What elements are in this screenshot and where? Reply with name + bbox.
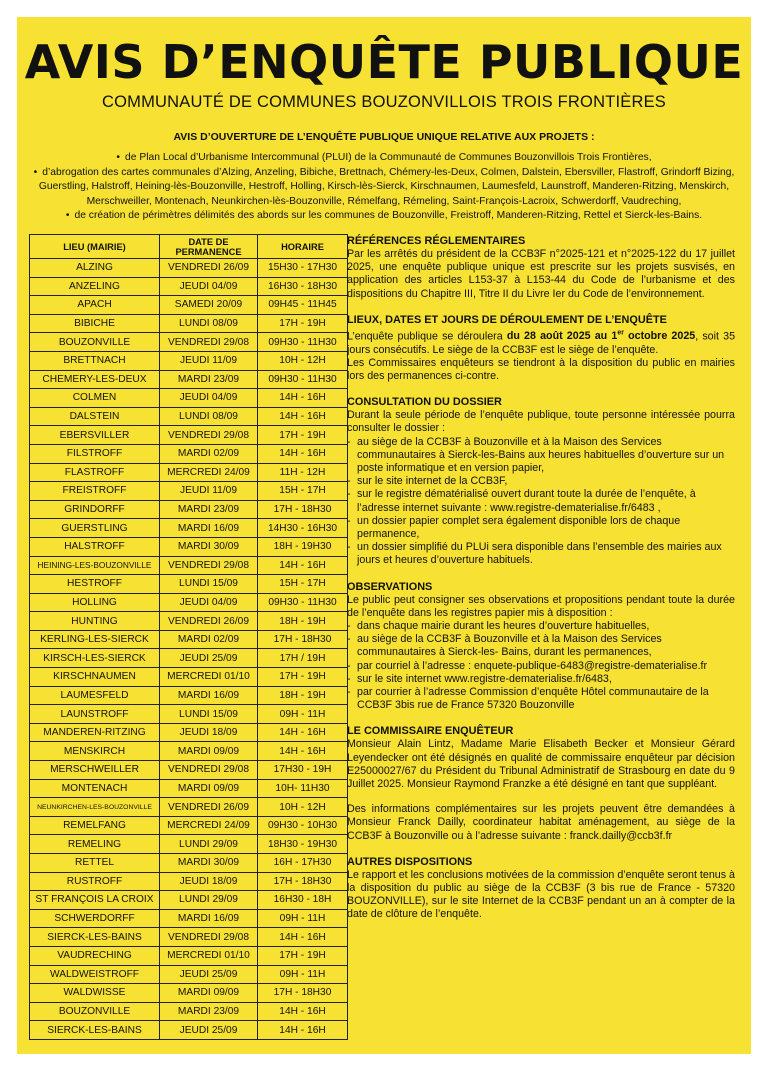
cell-lieu: MERSCHWEILLER [30,761,160,780]
cell-date: MARDI 02/09 [160,630,258,649]
cell-lieu: RETTEL [30,854,160,873]
cell-lieu: BOUZONVILLE [30,333,160,352]
table-row [30,500,348,519]
cell-horaire: 10H - 12H [258,798,348,817]
cell-lieu: BRETTNACH [30,351,160,370]
cell-lieu: HESTROFF [30,575,160,594]
cell-horaire: 09H45 - 11H45 [258,296,348,315]
list-item [347,633,735,659]
table-row [30,835,348,854]
observations-list [347,620,735,712]
text-fragment: du 28 août 2025 au 1 [506,330,618,343]
list-text: sur le site internet www.registre-dematerialise.fr/6483, [357,672,612,685]
section-heading: LE COMMISSAIRE ENQUÊTEUR [347,725,514,738]
text-fragment: octobre 2025 [623,330,696,343]
table-row [30,742,348,761]
cell-lieu: COLMEN [30,389,160,408]
table-row [30,612,348,631]
cell-date: JEUDI 04/09 [160,277,258,296]
dash-icon: - [347,686,351,699]
cell-lieu: LAUMESFELD [30,686,160,705]
section-text: Le public peut consigner ses observations et propositions pendant toute la durée de l’enquête dans les registres papier mis à disposition : [347,593,735,619]
project-item [25,151,743,166]
cell-date: MARDI 02/09 [160,444,258,463]
cell-date: MARDI 09/09 [160,984,258,1003]
project-text: d’abrogation des cartes communales d’Alzing, Anzeling, Bibiche, Brettnach, Chémery-les-Deux, Colmen, Dalstein, Ebersviller, Flastroff, Grindorff Bizing, Guerstling, Halstroff, Heining-lès-Bouzonville, Hestroff, Holling, Kirsch-lès-Sierck, Kirschnaumen, Laumesfeld, Launstroff, Manderen-Ritzing, Menskirch, Merschweiller, Montenach, Neunkirchen-lès-Bouzonville, Rémelfang, Rémeling, Saint-François-Lacroix, Schwerdorff, Vaudreching, [38,166,735,207]
section-text: Durant la seule période de l’enquête publique, toute personne intéressée pourra consulter le dossier : [347,409,735,435]
dates-bold [507,330,695,342]
cell-horaire: 17H - 19H [258,668,348,687]
cell-lieu: SIERCK-LES-BAINS [30,1021,160,1040]
list-text: sur le site internet de la CCB3F, [357,475,508,488]
header-date-text: DATE DE PERMANENCE [175,236,242,257]
cell-date: MERCREDI 01/10 [160,946,258,965]
cell-horaire: 17H / 19H [258,649,348,668]
section-text: Le rapport et les conclusions motivées de la commission d’enquête seront tenus à la disposition du public au siège de la CCB3F (3 bis rue de France - 57320 BOUZONVILLE), sur le site Internet de la CCB3F pendant un an à compter de la date de clôture de l’enquête. [347,868,735,921]
table-row [30,370,348,389]
table-row [30,723,348,742]
cell-date: JEUDI 18/09 [160,723,258,742]
cell-horaire: 17H - 19H [258,314,348,333]
dash-icon: - [347,488,351,501]
cell-date: MARDI 16/09 [160,909,258,928]
table-row [30,296,348,315]
dash-icon: - [347,659,351,672]
cell-lieu: VAUDRECHING [30,946,160,965]
cell-lieu: ANZELING [30,277,160,296]
cell-date: JEUDI 18/09 [160,872,258,891]
text-fragment: L’enquête publique se déroulera [347,330,507,343]
list-text: un dossier papier complet sera également disponible lors de chaque permanence, [357,514,681,541]
page-subtitle: COMMUNAUTÉ DE COMMUNES BOUZONVILLOIS TROIS FRONTIÈRES [101,93,666,111]
table-row [30,891,348,910]
section-consultation [347,395,735,567]
cell-lieu: FREISTROFF [30,482,160,501]
dash-icon: - [347,620,351,633]
cell-date: MERCREDI 01/10 [160,668,258,687]
list-text: dans chaque mairie durant les heures d’ouverture habituelles, [357,620,650,633]
list-item [347,620,735,633]
section-references [347,234,735,301]
cell-lieu: LAUNSTROFF [30,705,160,724]
section-heading: LIEUX, DATES ET JOURS DE DÉROULEMENT DE L’ENQUÊTE [347,313,667,326]
table-row [30,705,348,724]
project-text: de création de périmètres délimités des abords sur les communes de Bouzonville, Freistroff, Manderen-Ritzing, Rettel et Sierck-les-Bains. [74,210,703,222]
cell-date: MERCREDI 24/09 [160,816,258,835]
table-row [30,351,348,370]
cell-date: JEUDI 11/09 [160,351,258,370]
section-heading: OBSERVATIONS [347,580,433,593]
cell-date: MARDI 23/09 [160,500,258,519]
table-row [30,668,348,687]
consultation-list [347,436,735,568]
cell-date: JEUDI 25/09 [160,649,258,668]
cell-date: MARDI 30/09 [160,537,258,556]
cell-date: JEUDI 04/09 [160,389,258,408]
cell-lieu: ALZING [30,259,160,278]
cell-horaire: 14H - 16H [258,407,348,426]
table-row [30,965,348,984]
cell-lieu: REMELING [30,835,160,854]
table-row [30,946,348,965]
cell-horaire: 14H - 16H [258,1021,348,1040]
cell-horaire: 09H - 11H [258,705,348,724]
page-title: AVIS D’ENQUÊTE PUBLIQUE [24,35,744,89]
section-text: Les Commissaires enquêteurs se tiendront à la disposition du public en mairies lors des permanences ci-contre. [347,356,735,382]
cell-date: LUNDI 29/09 [160,835,258,854]
cell-lieu: BOUZONVILLE [30,1002,160,1021]
cell-date: VENDREDI 26/09 [160,612,258,631]
cell-lieu: FILSTROFF [30,444,160,463]
cell-date: LUNDI 29/09 [160,891,258,910]
cell-horaire: 09H - 11H [258,965,348,984]
cell-date: LUNDI 15/09 [160,575,258,594]
table-row [30,984,348,1003]
cell-date: MARDI 09/09 [160,742,258,761]
cell-horaire: 14H - 16H [258,723,348,742]
dash-icon: - [347,435,351,448]
cell-horaire: 09H - 11H [258,909,348,928]
cell-date: LUNDI 15/09 [160,705,258,724]
cell-lieu: EBERSVILLER [30,426,160,445]
cell-lieu: HEINING-LES-BOUZONVILLE [30,556,160,575]
table-row [30,872,348,891]
table-row [30,761,348,780]
section-lieux [347,313,735,383]
cell-horaire: 17H - 18H30 [258,500,348,519]
cell-horaire: 16H30 - 18H [258,891,348,910]
list-item [347,541,735,567]
cell-horaire: 14H - 16H [258,928,348,947]
section-text: Monsieur Alain Lintz, Madame Marie Elisabeth Becker et Monsieur Gérard Leyendecker ont été désignés en qualité de commissaire enquêteur par décision E25000027/67 du Président du Tribunal Administratif de Strasbourg en date du 9 Juillet 2025. Monsieur Raymond Franzke a été désigné en tant que suppléant. [347,738,735,791]
list-text: un dossier simplifié du PLUi sera disponible dans l’ensemble des mairies aux jours et heures d’ouverture habituels. [357,541,722,567]
cell-lieu: MENSKIRCH [30,742,160,761]
cell-lieu: WALDWEISTROFF [30,965,160,984]
cell-date: MARDI 09/09 [160,779,258,798]
cell-horaire: 14H - 16H [258,1002,348,1021]
table-body [30,259,348,1040]
cell-date: LUNDI 08/09 [160,314,258,333]
cell-date: VENDREDI 29/08 [160,426,258,445]
cell-horaire: 18H - 19H [258,612,348,631]
cell-lieu: DALSTEIN [30,407,160,426]
cell-horaire: 14H - 16H [258,742,348,761]
cell-horaire: 10H - 12H [258,351,348,370]
table-row [30,537,348,556]
table-row [30,314,348,333]
list-text: au siège de la CCB3F à Bouzonville et à la Maison des Services communautaires à Sierck-les-Bains aux heures habituelles d’ouverture sur un poste informatique et en version papier, [357,435,725,474]
dash-icon: - [347,475,351,488]
header-horaire: HORAIRE [258,235,348,259]
cell-horaire: 10H- 11H30 [258,779,348,798]
cell-horaire: 18H30 - 19H30 [258,835,348,854]
cell-date: MARDI 23/09 [160,370,258,389]
cell-horaire: 14H30 - 16H30 [258,519,348,538]
dash-icon: - [347,514,351,527]
dash-icon: - [347,633,351,646]
section-text: Par les arrêtés du président de la CCB3F n°2025-121 et n°2025-122 du 17 juillet 2025, une enquête publique unique est prescrite sur les projets susvisés, en application des articles L153-37 à L153-44 du Code de l’urbanisme et des dispositions du Chapitre III, Titre II du Livre Ier du Code de l’environnement. [347,248,735,300]
cell-date: JEUDI 25/09 [160,1021,258,1040]
cell-lieu: RUSTROFF [30,872,160,891]
cell-date: JEUDI 11/09 [160,482,258,501]
cell-date: JEUDI 25/09 [160,965,258,984]
bullet-icon: • [65,210,70,222]
list-text: par courrier à l’adresse Commission d’enquête Hôtel communautaire de la CCB3F 3bis rue de France 57320 Bouzonville [357,686,709,712]
cell-date: VENDREDI 26/09 [160,259,258,278]
bullet-icon: • [33,166,38,178]
cell-lieu: HOLLING [30,593,160,612]
cell-horaire: 17H - 18H30 [258,630,348,649]
section-text: Des informations complémentaires sur les projets peuvent être demandées à Monsieur Franck Dailly, coordinateur habitat aménagement, au siège de la CCB3F à Bouzonville ou à l’adresse suivante : franck.dailly@ccb3f.fr [347,803,735,842]
table-row [30,426,348,445]
list-item [347,436,735,476]
cell-horaire: 18H - 19H30 [258,537,348,556]
cell-lieu: ST FRANÇOIS LA CROIX [30,891,160,910]
table-row [30,649,348,668]
cell-date: MARDI 30/09 [160,854,258,873]
cell-horaire: 16H30 - 18H30 [258,277,348,296]
avis-heading: AVIS D’OUVERTURE DE L’ENQUÊTE PUBLIQUE UNIQUE RELATIVE AUX PROJETS : [173,131,595,143]
cell-lieu: WALDWISSE [30,984,160,1003]
list-text: par courriel à l’adresse : enquete-publique-6483@registre-dematerialise.fr [357,659,708,672]
info-column [347,234,735,934]
table-row [30,816,348,835]
text-sup: er [617,329,624,337]
poster [17,17,751,1054]
cell-horaire: 09H30 - 11H30 [258,333,348,352]
list-item [347,686,735,712]
table-row [30,1002,348,1021]
cell-horaire: 17H - 18H30 [258,984,348,1003]
permanence-table [29,234,348,1040]
cell-date: SAMEDI 20/09 [160,296,258,315]
cell-date: MERCREDI 24/09 [160,463,258,482]
cell-date: JEUDI 04/09 [160,593,258,612]
dash-icon: - [347,672,351,685]
cell-horaire: 17H30 - 19H [258,761,348,780]
list-item [347,475,735,488]
table-row [30,1021,348,1040]
text-fragment: , soit 35 jours consécutifs. Le siège de la CCB3F est le siège de l’enquête. [347,330,736,356]
cell-horaire: 14H - 16H [258,556,348,575]
section-heading: AUTRES DISPOSITIONS [347,855,473,868]
project-item [25,209,743,224]
project-item [25,166,743,210]
cell-lieu: GRINDORFF [30,500,160,519]
cell-horaire: 17H - 18H30 [258,872,348,891]
section-text [347,327,735,357]
cell-lieu: FLASTROFF [30,463,160,482]
table-row [30,389,348,408]
table-row [30,909,348,928]
cell-date: VENDREDI 29/08 [160,928,258,947]
section-heading: RÉFÉRENCES RÉGLEMENTAIRES [347,235,526,247]
table-row [30,686,348,705]
table-row [30,928,348,947]
cell-lieu: REMELFANG [30,816,160,835]
cell-lieu: MONTENACH [30,779,160,798]
cell-horaire: 15H30 - 17H30 [258,259,348,278]
table-row [30,259,348,278]
list-item [347,488,735,514]
section-commissaire [347,724,735,842]
projects-list [25,151,743,224]
table-row [30,519,348,538]
cell-horaire: 18H - 19H [258,686,348,705]
cell-date: VENDREDI 29/08 [160,761,258,780]
cell-horaire: 15H - 17H [258,575,348,594]
table-row [30,593,348,612]
cell-horaire: 11H - 12H [258,463,348,482]
cell-lieu: MANDEREN-RITZING [30,723,160,742]
cell-lieu: KERLING-LES-SIERCK [30,630,160,649]
cell-date: MARDI 16/09 [160,519,258,538]
cell-date: VENDREDI 29/08 [160,333,258,352]
cell-date: VENDREDI 29/08 [160,556,258,575]
cell-lieu: SCHWERDORFF [30,909,160,928]
cell-horaire: 14H - 16H [258,444,348,463]
cell-lieu: NEUNKIRCHEN-LES-BOUZONVILLE [30,798,160,817]
table-row [30,333,348,352]
table-row [30,482,348,501]
list-item [347,660,735,673]
table-row [30,463,348,482]
cell-lieu: APACH [30,296,160,315]
cell-lieu: SIERCK-LES-BAINS [30,928,160,947]
list-text: sur le registre dématérialisé ouvert durant toute la durée de l’enquête, à l’adresse internet suivante : www.registre-dematerialise.fr/6483 , [357,488,696,514]
cell-lieu: HUNTING [30,612,160,631]
section-autres [347,855,735,922]
list-text: au siège de la CCB3F à Bouzonville et à la Maison des Services communautaires à Sierck-les- Bains, durant les permanences, [357,633,662,659]
bullet-icon: • [116,152,121,163]
table-row [30,277,348,296]
table-row [30,575,348,594]
cell-horaire: 16H - 17H30 [258,854,348,873]
cell-horaire: 09H30 - 10H30 [258,816,348,835]
table-row [30,854,348,873]
list-item [347,515,735,541]
table-row [30,407,348,426]
header-lieu: LIEU (MAIRIE) [30,235,160,259]
cell-lieu: GUERSTLING [30,519,160,538]
cell-date: VENDREDI 26/09 [160,798,258,817]
cell-horaire: 17H - 19H [258,426,348,445]
section-heading: CONSULTATION DU DOSSIER [347,396,502,409]
table-row [30,444,348,463]
table-row [30,779,348,798]
dash-icon: - [347,541,351,554]
cell-horaire: 14H - 16H [258,389,348,408]
table-row [30,798,348,817]
cell-horaire: 09H30 - 11H30 [258,593,348,612]
cell-date: LUNDI 08/09 [160,407,258,426]
cell-horaire: 15H - 17H [258,482,348,501]
cell-date: MARDI 23/09 [160,1002,258,1021]
cell-lieu: CHEMERY-LES-DEUX [30,370,160,389]
project-text: de Plan Local d’Urbanisme Intercommunal (PLUI) de la Communauté de Communes Bouzonvillois Trois Frontières, [125,152,652,163]
cell-lieu: KIRSCHNAUMEN [30,668,160,687]
cell-horaire: 17H - 19H [258,946,348,965]
cell-lieu: KIRSCH-LES-SIERCK [30,649,160,668]
cell-horaire: 09H30 - 11H30 [258,370,348,389]
list-item [347,673,735,686]
cell-lieu: BIBICHE [30,314,160,333]
table-header-row [30,235,348,259]
table-row [30,630,348,649]
section-observations [347,580,735,713]
table-row [30,556,348,575]
header-date [160,235,258,259]
cell-lieu: HALSTROFF [30,537,160,556]
cell-date: MARDI 16/09 [160,686,258,705]
